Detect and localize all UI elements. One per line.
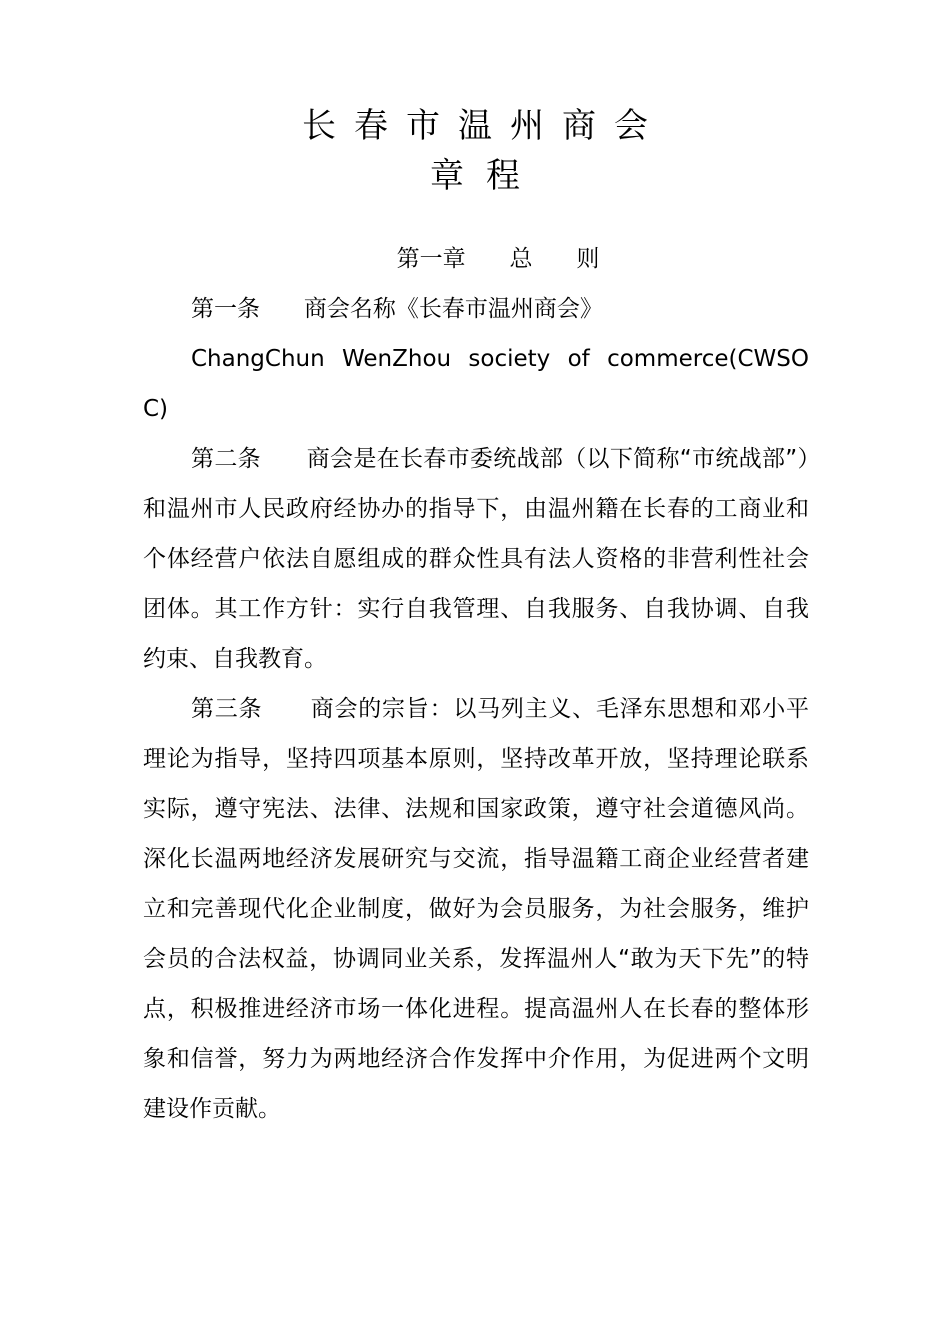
chapter-number: 第一章 [396, 246, 466, 272]
article-label: 第三条 [191, 696, 263, 722]
article-1-english-name [143, 334, 809, 434]
chapter-title-char-2: 则 [576, 246, 600, 272]
chapter-heading [143, 234, 809, 284]
article-text: 商会名称《长春市温州商会》 [303, 296, 603, 322]
article-text: 商会是在长春市委统战部（以下简称“市统战部”）和温州市人民政府经协办的指导下，由温州籍在长春的工商业和个体经营户依法自愿组成的群众性具有法人资格的非营利性社会团体。其工作方针：实行自我管理、自我服务、自我协调、自我约束、自我教育。 [143, 446, 809, 672]
article-2 [143, 434, 809, 684]
article-label: 第二条 [191, 446, 261, 472]
article-text: ChangChun WenZhou society of commerce(CWSOC) [143, 346, 809, 422]
article-1 [143, 284, 809, 334]
document-title: 长春市温州商会 [302, 106, 666, 146]
article-3 [143, 684, 809, 1134]
article-label: 第一条 [191, 296, 260, 322]
chapter-title-char-1: 总 [509, 246, 533, 272]
article-text: 商会的宗旨：以马列主义、毛泽东思想和邓小平理论为指导，坚持四项基本原则，坚持改革开放，坚持理论联系实际，遵守宪法、法律、法规和国家政策，遵守社会道德风尚。深化长温两地经济发展研究与交流，指导温籍工商企业经营者建立和完善现代化企业制度，做好为会员服务，为社会服务，维护会员的合法权益，协调同业关系，发挥温州人“敢为天下先”的特点，积极推进经济市场一体化进程。提高温州人在长春的整体形象和信誉，努力为两地经济合作发挥中介作用，为促进两个文明建设作贡献。 [143, 696, 810, 1122]
document-body [143, 234, 809, 1134]
document-subtitle: 章程 [430, 156, 542, 196]
